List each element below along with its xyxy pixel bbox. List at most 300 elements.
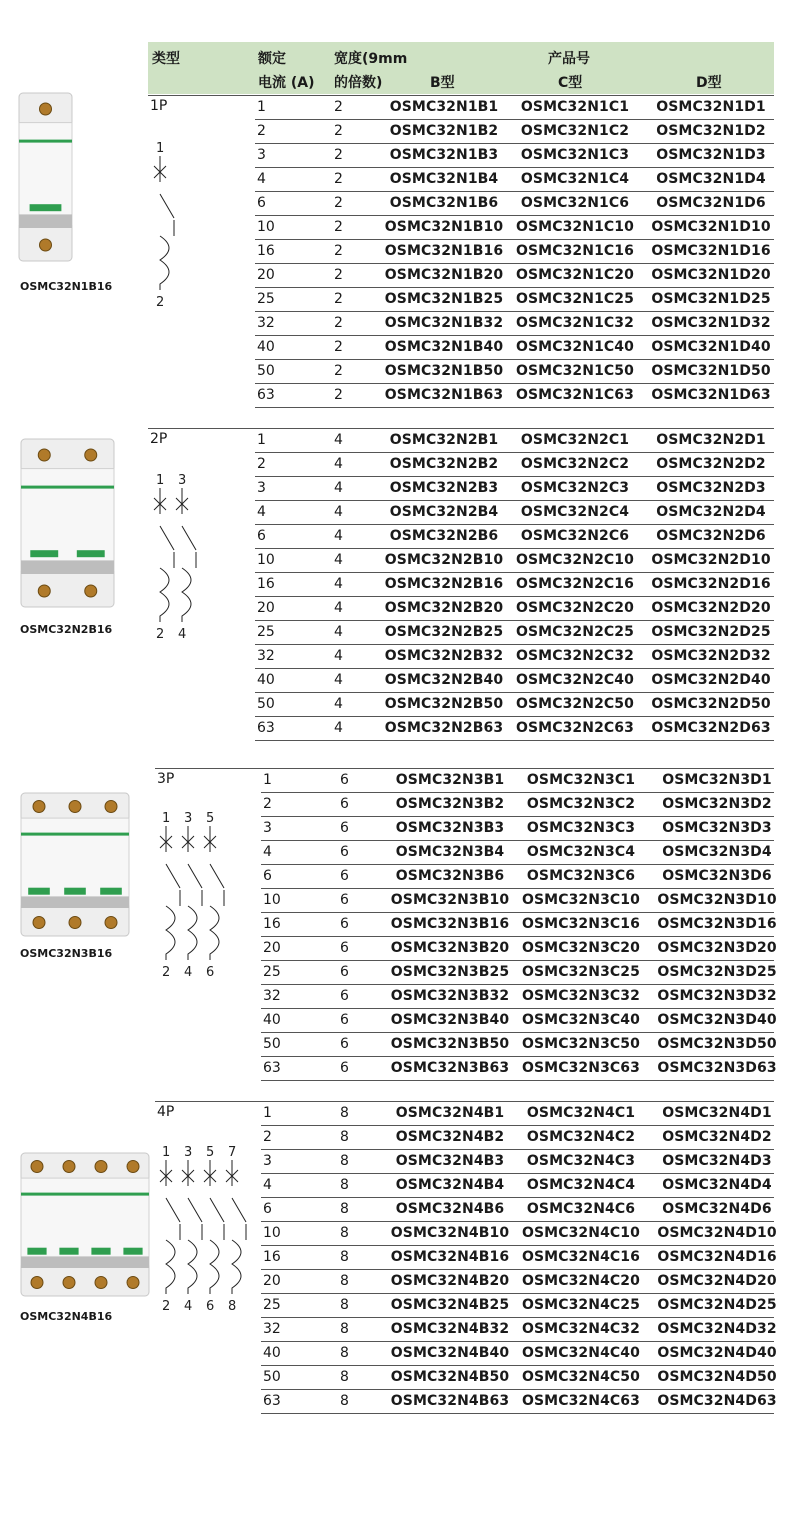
product-c-cell: OSMC32N2C63: [516, 720, 634, 736]
width-multiple-cell: 2: [334, 171, 343, 187]
terminal-top-label: 1: [156, 141, 165, 156]
width-multiple-cell: 8: [340, 1153, 349, 1169]
product-c-cell: OSMC32N4C1: [526, 1105, 636, 1121]
breaker-photo: [18, 92, 73, 262]
rated-current-cell: 2: [263, 796, 272, 812]
product-d-cell: OSMC32N2D25: [651, 624, 771, 640]
product-b-cell: OSMC32N1B50: [384, 363, 504, 379]
rated-current-cell: 3: [257, 480, 266, 496]
width-multiple-cell: 2: [334, 195, 343, 211]
product-b-cell: OSMC32N4B3: [395, 1153, 505, 1169]
rated-current-cell: 20: [257, 267, 275, 283]
header-type-d: D型: [696, 75, 722, 91]
product-b-cell: OSMC32N3B2: [395, 796, 505, 812]
table-row: [261, 1342, 777, 1366]
header-rated-current-line1: 额定: [258, 51, 286, 67]
product-b-cell: OSMC32N2B1: [389, 432, 499, 448]
product-d-cell: OSMC32N1D20: [651, 267, 771, 283]
pole-type-label: 1P: [150, 98, 168, 114]
product-d-cell: OSMC32N1D4: [656, 171, 766, 187]
width-multiple-cell: 2: [334, 387, 343, 403]
width-multiple-cell: 6: [340, 1012, 349, 1028]
terminal-top-label: 3: [184, 811, 193, 826]
product-d-cell: OSMC32N3D32: [657, 988, 777, 1004]
width-multiple-cell: 6: [340, 820, 349, 836]
rated-current-cell: 40: [263, 1012, 281, 1028]
product-d-cell: OSMC32N3D4: [662, 844, 772, 860]
table-row: [261, 1318, 777, 1342]
product-c-cell: OSMC32N4C63: [522, 1393, 640, 1409]
width-multiple-cell: 6: [340, 964, 349, 980]
product-d-cell: OSMC32N2D50: [651, 696, 771, 712]
terminal-top-label: 3: [178, 473, 187, 488]
product-c-cell: OSMC32N2C50: [516, 696, 634, 712]
table-row: [255, 96, 774, 120]
product-d-cell: OSMC32N3D50: [657, 1036, 777, 1052]
width-multiple-cell: 4: [334, 720, 343, 736]
table-row: [255, 717, 774, 741]
width-multiple-cell: 8: [340, 1321, 349, 1337]
product-d-cell: OSMC32N1D40: [651, 339, 771, 355]
table-row: [261, 889, 777, 913]
product-b-cell: OSMC32N3B3: [395, 820, 505, 836]
width-multiple-cell: 4: [334, 648, 343, 664]
product-d-cell: OSMC32N1D50: [651, 363, 771, 379]
product-b-cell: OSMC32N1B4: [389, 171, 499, 187]
width-multiple-cell: 8: [340, 1393, 349, 1409]
product-d-cell: OSMC32N4D40: [657, 1345, 777, 1361]
product-c-cell: OSMC32N3C50: [522, 1036, 640, 1052]
table-row: [255, 336, 774, 360]
rated-current-cell: 6: [263, 1201, 272, 1217]
rated-current-cell: 1: [263, 1105, 272, 1121]
table-row: [261, 985, 777, 1009]
breaker-caption: OSMC32N4B16: [20, 1310, 113, 1323]
product-d-cell: OSMC32N2D32: [651, 648, 771, 664]
product-d-cell: OSMC32N2D20: [651, 600, 771, 616]
width-multiple-cell: 8: [340, 1249, 349, 1265]
product-b-cell: OSMC32N3B20: [390, 940, 510, 956]
width-multiple-cell: 2: [334, 315, 343, 331]
product-c-cell: OSMC32N2C40: [516, 672, 634, 688]
header-width-line1: 宽度(9mm: [334, 51, 408, 67]
product-d-cell: OSMC32N4D10: [657, 1225, 777, 1241]
table-row: [255, 360, 774, 384]
product-b-cell: OSMC32N4B1: [395, 1105, 505, 1121]
table-row: [261, 1294, 777, 1318]
product-c-cell: OSMC32N4C3: [526, 1153, 636, 1169]
product-c-cell: OSMC32N4C40: [522, 1345, 640, 1361]
table-row: [255, 453, 774, 477]
table-row: [255, 669, 774, 693]
product-d-cell: OSMC32N2D63: [651, 720, 771, 736]
product-c-cell: OSMC32N3C10: [522, 892, 640, 908]
product-b-cell: OSMC32N4B20: [390, 1273, 510, 1289]
product-b-cell: OSMC32N1B16: [384, 243, 504, 259]
circuit-symbol: [150, 140, 188, 310]
terminal-bottom-label: 6: [206, 1299, 215, 1314]
product-c-cell: OSMC32N1C40: [516, 339, 634, 355]
product-c-cell: OSMC32N1C50: [516, 363, 634, 379]
table-row: [255, 525, 774, 549]
width-multiple-cell: 8: [340, 1297, 349, 1313]
rated-current-cell: 63: [263, 1060, 281, 1076]
rated-current-cell: 16: [263, 916, 281, 932]
width-multiple-cell: 6: [340, 988, 349, 1004]
product-b-cell: OSMC32N4B25: [390, 1297, 510, 1313]
product-b-cell: OSMC32N2B6: [389, 528, 499, 544]
rated-current-cell: 63: [263, 1393, 281, 1409]
width-multiple-cell: 4: [334, 576, 343, 592]
product-d-cell: OSMC32N3D3: [662, 820, 772, 836]
rated-current-cell: 6: [257, 528, 266, 544]
table-row: [261, 1126, 774, 1150]
terminal-top-label: 1: [162, 1145, 171, 1160]
width-multiple-cell: 6: [340, 892, 349, 908]
rated-current-cell: 2: [257, 456, 266, 472]
rated-current-cell: 10: [257, 552, 275, 568]
product-d-cell: OSMC32N1D1: [656, 99, 766, 115]
product-c-cell: OSMC32N1C1: [520, 99, 630, 115]
width-multiple-cell: 4: [334, 624, 343, 640]
product-b-cell: OSMC32N2B32: [384, 648, 504, 664]
width-multiple-cell: 4: [334, 456, 343, 472]
width-multiple-cell: 4: [334, 528, 343, 544]
table-row: [261, 841, 774, 865]
terminal-bottom-label: 8: [228, 1299, 237, 1314]
product-b-cell: OSMC32N4B10: [390, 1225, 510, 1241]
product-b-cell: OSMC32N3B25: [390, 964, 510, 980]
table-row: [255, 573, 774, 597]
product-b-cell: OSMC32N4B6: [395, 1201, 505, 1217]
product-d-cell: OSMC32N1D32: [651, 315, 771, 331]
width-multiple-cell: 2: [334, 339, 343, 355]
table-row: [255, 168, 774, 192]
product-b-cell: OSMC32N4B16: [390, 1249, 510, 1265]
width-multiple-cell: 6: [340, 868, 349, 884]
width-multiple-cell: 4: [334, 432, 343, 448]
product-c-cell: OSMC32N1C25: [516, 291, 634, 307]
product-c-cell: OSMC32N3C2: [526, 796, 636, 812]
width-multiple-cell: 6: [340, 1060, 349, 1076]
table-row: [261, 961, 777, 985]
product-c-cell: OSMC32N1C6: [520, 195, 630, 211]
table-row: [255, 192, 774, 216]
product-c-cell: OSMC32N3C20: [522, 940, 640, 956]
product-c-cell: OSMC32N4C6: [526, 1201, 636, 1217]
width-multiple-cell: 2: [334, 267, 343, 283]
width-multiple-cell: 8: [340, 1177, 349, 1193]
header-type-c: C型: [558, 75, 583, 91]
product-d-cell: OSMC32N4D32: [657, 1321, 777, 1337]
product-d-cell: OSMC32N1D6: [656, 195, 766, 211]
product-c-cell: OSMC32N2C20: [516, 600, 634, 616]
terminal-bottom-label: 4: [184, 1299, 193, 1314]
table-row: [261, 1246, 777, 1270]
product-d-cell: OSMC32N3D6: [662, 868, 772, 884]
product-d-cell: OSMC32N2D2: [656, 456, 766, 472]
rated-current-cell: 32: [257, 648, 275, 664]
table-row: [255, 501, 774, 525]
rated-current-cell: 50: [257, 696, 275, 712]
product-d-cell: OSMC32N2D3: [656, 480, 766, 496]
product-d-cell: OSMC32N4D4: [662, 1177, 772, 1193]
table-row: [261, 1174, 774, 1198]
rated-current-cell: 50: [257, 363, 275, 379]
rated-current-cell: 25: [263, 964, 281, 980]
rated-current-cell: 63: [257, 720, 275, 736]
product-c-cell: OSMC32N2C4: [520, 504, 630, 520]
rated-current-cell: 40: [263, 1345, 281, 1361]
rated-current-cell: 16: [257, 576, 275, 592]
product-d-cell: OSMC32N1D2: [656, 123, 766, 139]
width-multiple-cell: 6: [340, 940, 349, 956]
circuit-symbol: [156, 810, 238, 980]
rated-current-cell: 50: [263, 1036, 281, 1052]
terminal-top-label: 3: [184, 1145, 193, 1160]
table-row: [261, 1390, 777, 1414]
product-d-cell: OSMC32N4D2: [662, 1129, 772, 1145]
product-b-cell: OSMC32N3B1: [395, 772, 505, 788]
rated-current-cell: 63: [257, 387, 275, 403]
product-b-cell: OSMC32N3B50: [390, 1036, 510, 1052]
product-c-cell: OSMC32N2C1: [520, 432, 630, 448]
product-c-cell: OSMC32N3C3: [526, 820, 636, 836]
product-c-cell: OSMC32N4C20: [522, 1273, 640, 1289]
rated-current-cell: 25: [257, 624, 275, 640]
width-multiple-cell: 2: [334, 123, 343, 139]
rated-current-cell: 50: [263, 1369, 281, 1385]
product-b-cell: OSMC32N2B3: [389, 480, 499, 496]
table-row: [255, 429, 774, 453]
table-row: [255, 312, 774, 336]
width-multiple-cell: 6: [340, 772, 349, 788]
table-row: [261, 817, 774, 841]
product-b-cell: OSMC32N3B40: [390, 1012, 510, 1028]
terminal-top-label: 5: [206, 811, 215, 826]
product-b-cell: OSMC32N2B2: [389, 456, 499, 472]
table-row: [261, 1198, 774, 1222]
rated-current-cell: 16: [263, 1249, 281, 1265]
product-b-cell: OSMC32N2B10: [384, 552, 504, 568]
rated-current-cell: 1: [257, 432, 266, 448]
terminal-bottom-label: 2: [162, 1299, 171, 1314]
product-d-cell: OSMC32N1D10: [651, 219, 771, 235]
product-c-cell: OSMC32N2C3: [520, 480, 630, 496]
table-row: [261, 1102, 774, 1126]
width-multiple-cell: 6: [340, 1036, 349, 1052]
product-d-cell: OSMC32N4D6: [662, 1201, 772, 1217]
product-c-cell: OSMC32N2C32: [516, 648, 634, 664]
product-b-cell: OSMC32N2B20: [384, 600, 504, 616]
product-c-cell: OSMC32N4C10: [522, 1225, 640, 1241]
product-b-cell: OSMC32N1B6: [389, 195, 499, 211]
product-d-cell: OSMC32N4D63: [657, 1393, 777, 1409]
rated-current-cell: 40: [257, 672, 275, 688]
breaker-caption: OSMC32N3B16: [20, 947, 113, 960]
width-multiple-cell: 2: [334, 291, 343, 307]
rated-current-cell: 3: [263, 1153, 272, 1169]
rated-current-cell: 10: [263, 1225, 281, 1241]
rated-current-cell: 4: [257, 171, 266, 187]
rated-current-cell: 2: [257, 123, 266, 139]
product-b-cell: OSMC32N1B10: [384, 219, 504, 235]
product-c-cell: OSMC32N4C4: [526, 1177, 636, 1193]
width-multiple-cell: 4: [334, 600, 343, 616]
product-c-cell: OSMC32N4C32: [522, 1321, 640, 1337]
terminal-bottom-label: 2: [156, 627, 165, 642]
product-b-cell: OSMC32N2B63: [384, 720, 504, 736]
product-b-cell: OSMC32N4B50: [390, 1369, 510, 1385]
circuit-symbol: [150, 472, 210, 642]
product-d-cell: OSMC32N2D4: [656, 504, 766, 520]
product-c-cell: OSMC32N4C2: [526, 1129, 636, 1145]
table-row: [255, 264, 774, 288]
product-d-cell: OSMC32N3D63: [657, 1060, 777, 1076]
table-row: [255, 144, 774, 168]
product-d-cell: OSMC32N2D10: [651, 552, 771, 568]
product-b-cell: OSMC32N1B40: [384, 339, 504, 355]
product-b-cell: OSMC32N2B4: [389, 504, 499, 520]
product-c-cell: OSMC32N1C4: [520, 171, 630, 187]
terminal-bottom-label: 4: [184, 965, 193, 980]
table-row: [255, 549, 774, 573]
width-multiple-cell: 8: [340, 1273, 349, 1289]
product-c-cell: OSMC32N2C2: [520, 456, 630, 472]
product-d-cell: OSMC32N3D10: [657, 892, 777, 908]
product-c-cell: OSMC32N1C10: [516, 219, 634, 235]
width-multiple-cell: 8: [340, 1345, 349, 1361]
rated-current-cell: 16: [257, 243, 275, 259]
product-d-cell: OSMC32N4D50: [657, 1369, 777, 1385]
product-d-cell: OSMC32N1D3: [656, 147, 766, 163]
rated-current-cell: 32: [257, 315, 275, 331]
breaker-photo: [20, 438, 115, 608]
product-c-cell: OSMC32N3C6: [526, 868, 636, 884]
product-b-cell: OSMC32N4B2: [395, 1129, 505, 1145]
table-row: [261, 1366, 777, 1390]
product-d-cell: OSMC32N3D40: [657, 1012, 777, 1028]
table-row: [255, 384, 774, 408]
product-d-cell: OSMC32N1D25: [651, 291, 771, 307]
table-row: [261, 1150, 774, 1174]
breaker-caption: OSMC32N2B16: [20, 623, 113, 636]
breaker-caption: OSMC32N1B16: [20, 280, 113, 293]
terminal-top-label: 1: [156, 473, 165, 488]
product-c-cell: OSMC32N3C32: [522, 988, 640, 1004]
product-c-cell: OSMC32N4C16: [522, 1249, 640, 1265]
product-d-cell: OSMC32N2D16: [651, 576, 771, 592]
width-multiple-cell: 4: [334, 552, 343, 568]
table-row: [255, 621, 774, 645]
product-c-cell: OSMC32N4C50: [522, 1369, 640, 1385]
product-c-cell: OSMC32N2C6: [520, 528, 630, 544]
rated-current-cell: 6: [263, 868, 272, 884]
table-row: [261, 793, 774, 817]
rated-current-cell: 4: [257, 504, 266, 520]
product-d-cell: OSMC32N3D20: [657, 940, 777, 956]
table-row: [261, 865, 774, 889]
header-type: 类型: [152, 51, 180, 67]
product-b-cell: OSMC32N4B4: [395, 1177, 505, 1193]
rated-current-cell: 32: [263, 1321, 281, 1337]
header-type-b: B型: [430, 75, 455, 91]
width-multiple-cell: 2: [334, 219, 343, 235]
product-d-cell: OSMC32N1D63: [651, 387, 771, 403]
product-d-cell: OSMC32N1D16: [651, 243, 771, 259]
product-d-cell: OSMC32N3D1: [662, 772, 772, 788]
table-row: [255, 240, 774, 264]
table-row: [261, 1057, 777, 1081]
product-c-cell: OSMC32N2C16: [516, 576, 634, 592]
product-b-cell: OSMC32N1B3: [389, 147, 499, 163]
product-d-cell: OSMC32N3D25: [657, 964, 777, 980]
width-multiple-cell: 6: [340, 844, 349, 860]
product-d-cell: OSMC32N4D25: [657, 1297, 777, 1313]
rated-current-cell: 4: [263, 1177, 272, 1193]
product-b-cell: OSMC32N3B16: [390, 916, 510, 932]
terminal-top-label: 5: [206, 1145, 215, 1160]
width-multiple-cell: 8: [340, 1129, 349, 1145]
table-row: [261, 1222, 777, 1246]
product-c-cell: OSMC32N2C10: [516, 552, 634, 568]
table-row: [261, 937, 777, 961]
table-row: [255, 288, 774, 312]
rated-current-cell: 6: [257, 195, 266, 211]
rated-current-cell: 10: [257, 219, 275, 235]
pole-type-label: 4P: [157, 1104, 175, 1120]
width-multiple-cell: 4: [334, 672, 343, 688]
header-product-number: 产品号: [548, 51, 590, 67]
product-b-cell: OSMC32N1B25: [384, 291, 504, 307]
product-d-cell: OSMC32N2D1: [656, 432, 766, 448]
rated-current-cell: 3: [263, 820, 272, 836]
product-c-cell: OSMC32N3C1: [526, 772, 636, 788]
product-d-cell: OSMC32N4D20: [657, 1273, 777, 1289]
breaker-photo: [20, 792, 130, 937]
product-b-cell: OSMC32N4B63: [390, 1393, 510, 1409]
terminal-top-label: 1: [162, 811, 171, 826]
product-b-cell: OSMC32N4B32: [390, 1321, 510, 1337]
table-row: [255, 120, 774, 144]
rated-current-cell: 2: [263, 1129, 272, 1145]
width-multiple-cell: 4: [334, 504, 343, 520]
table-row: [261, 1270, 777, 1294]
terminal-bottom-label: 6: [206, 965, 215, 980]
rated-current-cell: 1: [263, 772, 272, 788]
pole-type-label: 2P: [150, 431, 168, 447]
table-header: [148, 42, 774, 94]
product-b-cell: OSMC32N4B40: [390, 1345, 510, 1361]
width-multiple-cell: 6: [340, 796, 349, 812]
width-multiple-cell: 8: [340, 1369, 349, 1385]
product-c-cell: OSMC32N3C40: [522, 1012, 640, 1028]
product-b-cell: OSMC32N3B10: [390, 892, 510, 908]
rated-current-cell: 32: [263, 988, 281, 1004]
product-b-cell: OSMC32N3B63: [390, 1060, 510, 1076]
rated-current-cell: 3: [257, 147, 266, 163]
table-row: [255, 477, 774, 501]
breaker-photo: [20, 1152, 150, 1297]
terminal-bottom-label: 2: [156, 295, 165, 310]
product-b-cell: OSMC32N3B4: [395, 844, 505, 860]
circuit-symbol: [156, 1144, 260, 1314]
rated-current-cell: 10: [263, 892, 281, 908]
width-multiple-cell: 4: [334, 696, 343, 712]
width-multiple-cell: 2: [334, 243, 343, 259]
rated-current-cell: 25: [263, 1297, 281, 1313]
rated-current-cell: 4: [263, 844, 272, 860]
